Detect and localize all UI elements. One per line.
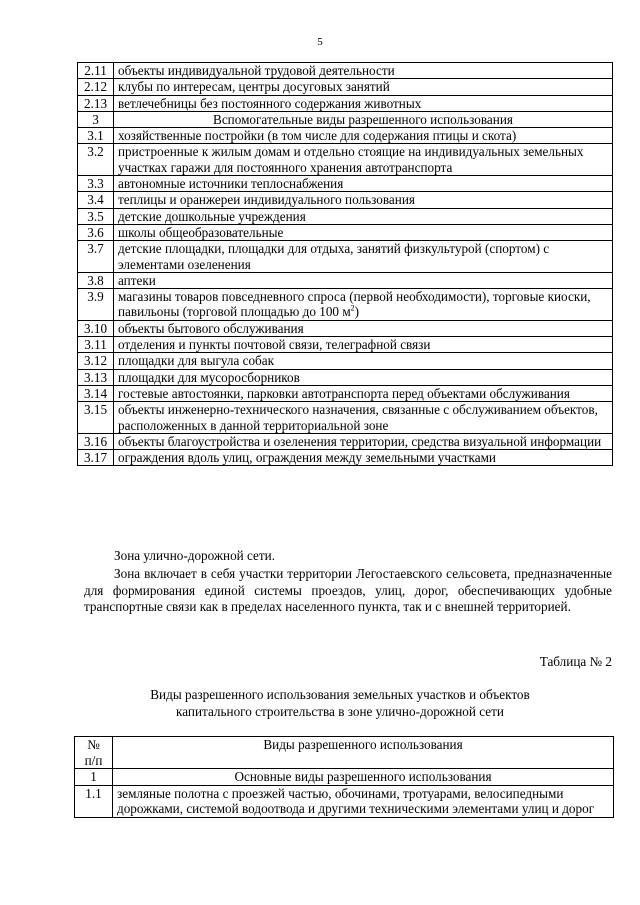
row-text: ограждения вдоль улиц, ограждения между земельными участками	[114, 450, 613, 466]
table-row	[78, 79, 613, 95]
row-text: площадки для выгула собак	[114, 353, 613, 369]
table-row	[75, 769, 614, 786]
table2-title-line1: Виды разрешенного использования земельных участков и объектов	[150, 687, 530, 702]
table-row	[78, 353, 613, 369]
row-text: объекты инженерно-технического назначения, связанные с обслуживанием объектов, расположенных в данной территориальной зоне	[114, 402, 613, 434]
row-number: 3.16	[78, 433, 114, 449]
row-number: 3.10	[78, 320, 114, 336]
row-text: объекты индивидуальной трудовой деятельности	[114, 63, 613, 79]
table-row	[78, 128, 613, 144]
table-row	[78, 192, 613, 208]
table-row	[78, 385, 613, 401]
row-text: земляные полотна с проезжей частью, обочинами, тротуарами, велосипедными дорожками, системой водоотвода и другими техническими элементами улиц и дорог	[113, 785, 614, 817]
row-number: 3.5	[78, 208, 114, 224]
table-row	[78, 433, 613, 449]
row-number: 3.11	[78, 337, 114, 353]
row-text: аптеки	[114, 272, 613, 288]
table-row	[78, 95, 613, 111]
table-row	[78, 320, 613, 336]
row-text: школы общеобразовательные	[114, 224, 613, 240]
row-number: 3.7	[78, 241, 114, 273]
header-num-cell	[75, 737, 113, 769]
zone-description: Зона включает в себя участки территории Легостаевского сельсовета, предназначенные для формирования единой системы проездов, улиц, дорог, обеспечивающих удобные транспортные связи как в пределах населенного пункта, так и с внешней территорией.	[84, 566, 612, 614]
table-row	[78, 369, 613, 385]
row-number: 3.8	[78, 272, 114, 288]
superscript: 2	[350, 304, 355, 314]
row-text: ветлечебницы без постоянного содержания животных	[114, 95, 613, 111]
table-row	[75, 785, 614, 817]
row-number: 1.1	[75, 785, 113, 817]
row-number: 3	[78, 111, 114, 127]
row-number: 3.12	[78, 353, 114, 369]
row-number: 3.17	[78, 450, 114, 466]
section-heading: Основные виды разрешенного использования	[113, 769, 614, 786]
table2-title-line2: капитального строительства в зоне улично-дорожной сети	[176, 703, 504, 719]
road-zone-table	[74, 736, 614, 818]
page-number: 5	[317, 36, 323, 48]
row-text: площадки для мусоросборников	[114, 369, 613, 385]
header-num-line1: №	[87, 737, 100, 752]
row-number: 3.3	[78, 176, 114, 192]
row-text: хозяйственные постройки (в том числе для содержания птицы и скота)	[114, 128, 613, 144]
row-number: 3.2	[78, 144, 114, 176]
row-text: детские площадки, площадки для отдыха, занятий физкультурой (спортом) с элементами озеленения	[114, 241, 613, 273]
table-row	[78, 63, 613, 79]
row-number: 2.11	[78, 63, 114, 79]
table2-title	[40, 687, 640, 720]
header-num-line2: п/п	[84, 752, 103, 768]
row-number: 3.4	[78, 192, 114, 208]
table-row	[78, 224, 613, 240]
row-text: отделения и пункты почтовой связи, телеграфной связи	[114, 337, 613, 353]
row-text: теплицы и оранжереи индивидуального пользования	[114, 192, 613, 208]
table-row	[78, 450, 613, 466]
table-row	[78, 272, 613, 288]
table-row	[78, 208, 613, 224]
table-header-row	[75, 737, 614, 769]
table-row	[78, 337, 613, 353]
zone-title: Зона улично-дорожной сети.	[114, 548, 275, 563]
row-number: 3.1	[78, 128, 114, 144]
header-text-cell: Виды разрешенного использования	[113, 737, 614, 769]
row-text: клубы по интересам, центры досуговых занятий	[114, 79, 613, 95]
row-text: гостевые автостоянки, парковки автотранспорта перед объектами обслуживания	[114, 385, 613, 401]
row-text: детские дошкольные учреждения	[114, 208, 613, 224]
row-text-suffix: )	[354, 304, 360, 320]
table-row	[78, 402, 613, 434]
table2-label: Таблица № 2	[539, 654, 612, 669]
row-text: объекты бытового обслуживания	[114, 320, 613, 336]
row-number: 3.9	[78, 289, 114, 321]
row-text: пристроенные к жилым домам и отдельно стоящие на индивидуальных земельных участках гаражи для постоянного хранения автотранспорта	[114, 144, 613, 176]
row-text	[114, 289, 613, 321]
permitted-use-table	[77, 62, 613, 466]
table-row	[78, 289, 613, 321]
row-number: 3.6	[78, 224, 114, 240]
row-text: автономные источники теплоснабжения	[114, 176, 613, 192]
row-number: 1	[75, 769, 113, 786]
table-row	[78, 111, 613, 127]
row-text-main: магазины товаров повседневного спроса (первой необходимости), торговые киоски, павильоны (торговой площадью до 100 м	[118, 289, 591, 320]
row-number: 2.13	[78, 95, 114, 111]
row-number: 3.15	[78, 402, 114, 434]
section-heading: Вспомогательные виды разрешенного использования	[114, 111, 613, 127]
row-number: 3.13	[78, 369, 114, 385]
table-row	[78, 176, 613, 192]
row-text: объекты благоустройства и озеленения территории, средства визуальной информации	[114, 433, 613, 449]
table-row	[78, 144, 613, 176]
table-row	[78, 241, 613, 273]
row-number: 2.12	[78, 79, 114, 95]
row-number: 3.14	[78, 385, 114, 401]
